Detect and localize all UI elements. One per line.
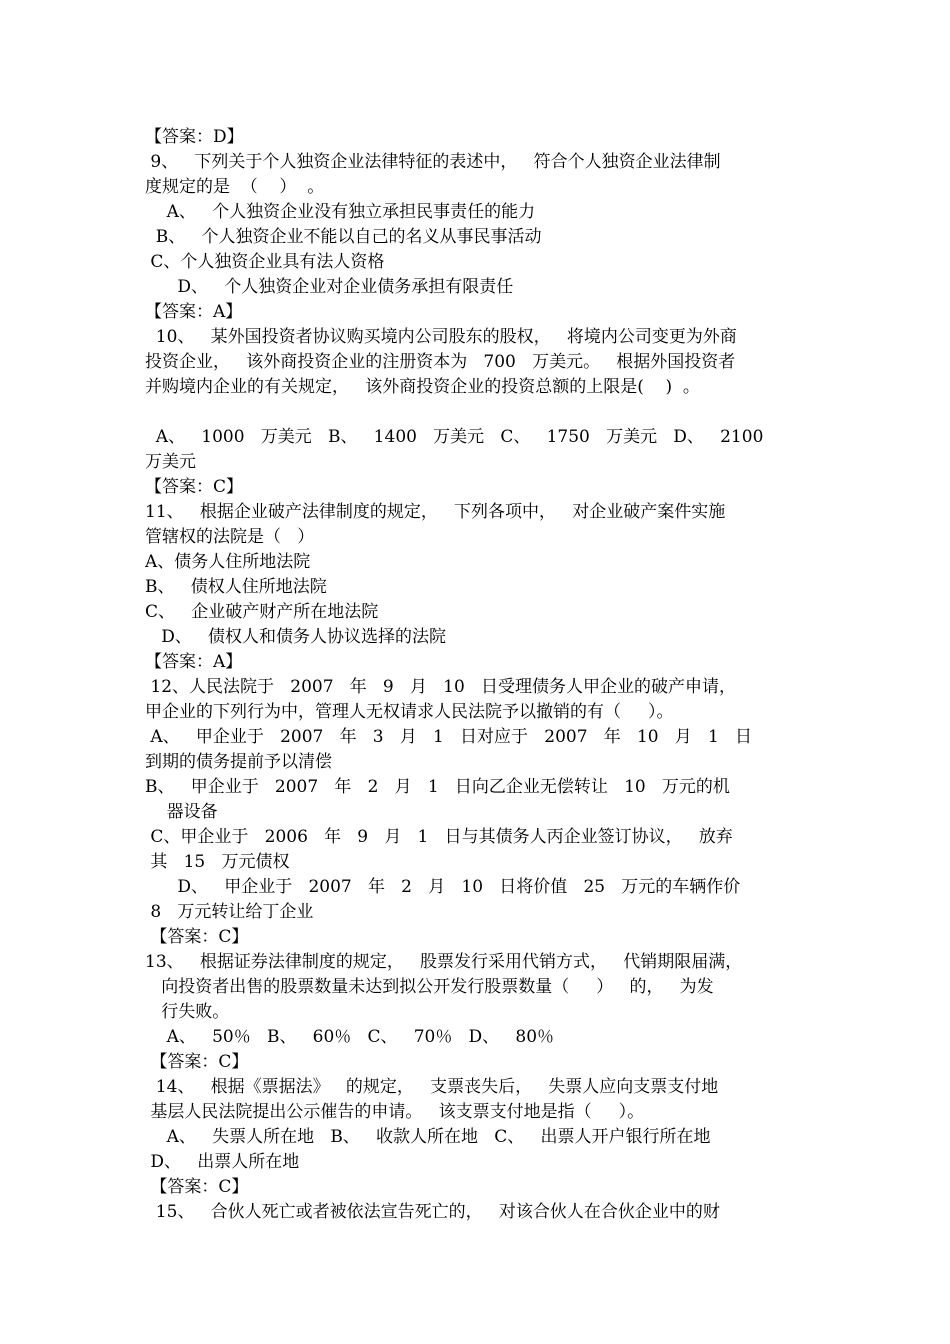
text-line: C、甲企业于 2006 年 9 月 1 日与其债务人丙企业签订协议， 放弃 [145, 827, 733, 847]
text-line: 管辖权的法院是（ ） [145, 527, 315, 547]
text-line: 并购境内企业的有关规定， 该外商投资企业的投资总额的上限是( ) 。 [145, 377, 700, 397]
text-line: 12、人民法院于 2007 年 9 月 10 日受理债务人甲企业的破产申请， [145, 677, 737, 697]
text-line: 度规定的是 （ ） 。 [145, 177, 325, 197]
text-line: B、 个人独资企业不能以自己的名义从事民事活动 [145, 227, 542, 247]
text-line: 【答案：A】 [145, 652, 243, 672]
text-line: 【答案：D】 [145, 127, 244, 147]
text-line: D、 出票人所在地 [145, 1152, 300, 1172]
text-line: 器设备 [145, 802, 218, 822]
text-line: C、 企业破产财产所在地法院 [145, 602, 379, 622]
text-line: 9、 下列关于个人独资企业法律特征的表述中， 符合个人独资企业法律制 [145, 152, 721, 172]
text-line: 万美元 [145, 452, 196, 472]
text-line: C、个人独资企业具有法人资格 [145, 252, 385, 272]
text-line: 【答案：C】 [145, 1177, 249, 1197]
text-line: A、 1000 万美元 B、 1400 万美元 C、 1750 万美元 D、 2100 [145, 427, 764, 447]
text-line: 向投资者出售的股票数量未达到拟公开发行股票数量（ ） 的， 为发 [145, 977, 714, 997]
text-line: D、 个人独资企业对企业债务承担有限责任 [145, 277, 514, 297]
text-line: 【答案：C】 [145, 477, 244, 497]
text-line: 【答案：C】 [145, 1052, 249, 1072]
text-line: 8 万元转让给丁企业 [145, 902, 314, 922]
text-line: A、 个人独资企业没有独立承担民事责任的能力 [145, 202, 536, 222]
text-line: A、 50％ B、 60％ C、 70％ D、 80％ [145, 1027, 555, 1047]
text-line: 10、 某外国投资者协议购买境内公司股东的股权， 将境内公司变更为外商 [145, 327, 737, 347]
text-line: 其 15 万元债权 [145, 852, 290, 872]
text-line: D、 债权人和债务人协议选择的法院 [145, 627, 447, 647]
text-line: 投资企业， 该外商投资企业的注册资本为 700 万美元。 根据外国投资者 [145, 352, 736, 372]
text-line: 14、 根据《票据法》 的规定， 支票丧失后， 失票人应向支票支付地 [145, 1077, 719, 1097]
text-line: A、 失票人所在地 B、 收款人所在地 C、 出票人开户银行所在地 [145, 1127, 711, 1147]
text-line: 【答案：A】 [145, 302, 243, 322]
text-line: A、债务人住所地法院 [145, 552, 311, 572]
text-line: B、 债权人住所地法院 [145, 577, 327, 597]
text-line: A、 甲企业于 2007 年 3 月 1 日对应于 2007 年 10 月 1 日 [145, 727, 753, 747]
text-line: 基层人民法院提出公示催告的申请。 该支票支付地是指（ ）。 [145, 1102, 645, 1122]
text-line: B、 甲企业于 2007 年 2 月 1 日向乙企业无偿转让 10 万元的机 [145, 777, 730, 797]
text-line: 11、 根据企业破产法律制度的规定， 下列各项中， 对企业破产案件实施 [145, 502, 726, 522]
text-line: 行失败。 [145, 1002, 230, 1022]
text-line: 【答案：C】 [145, 927, 249, 947]
text-line: 甲企业的下列行为中，管理人无权请求人民法院予以撤销的有（ ）。 [145, 702, 674, 722]
text-line: 到期的债务提前予以清偿 [145, 752, 332, 772]
text-line: D、 甲企业于 2007 年 2 月 10 日将价值 25 万元的车辆作价 [145, 877, 741, 897]
text-line: 13、 根据证券法律制度的规定， 股票发行采用代销方式， 代销期限届满， [145, 952, 743, 972]
text-line: 15、 合伙人死亡或者被依法宣告死亡的， 对该合伙人在合伙企业中的财 [145, 1202, 720, 1222]
